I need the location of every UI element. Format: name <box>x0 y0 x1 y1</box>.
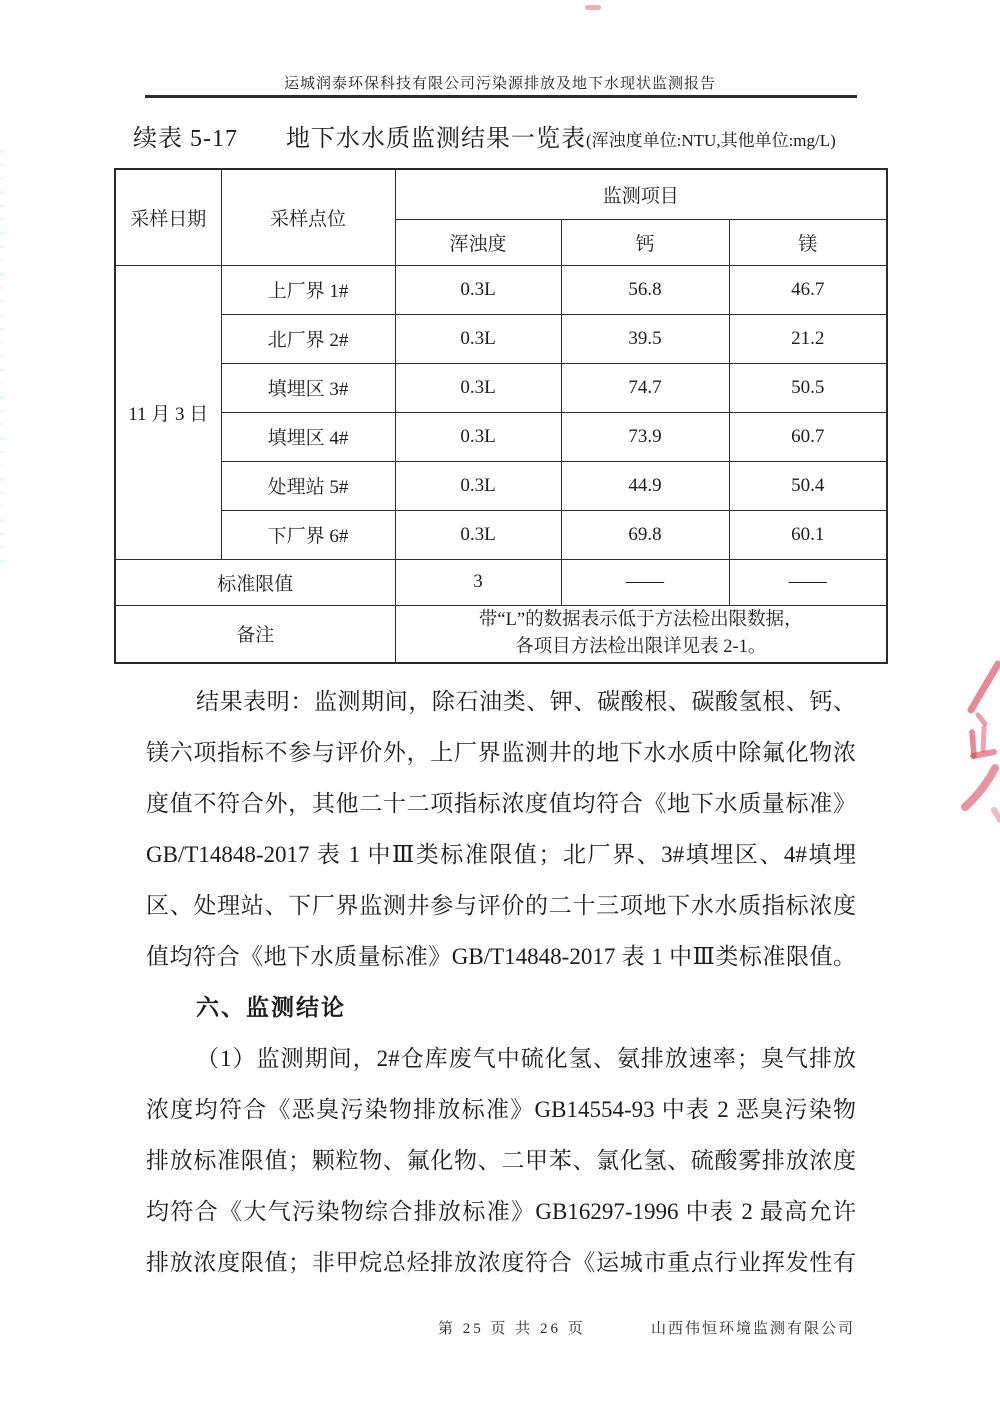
value-cell: 21.2 <box>729 314 887 363</box>
value-cell: 56.8 <box>561 265 729 314</box>
table-title-main: 地下水水质监测结果一览表 <box>286 126 586 152</box>
paragraph-line: 浓度均符合《恶臭污染物排放标准》GB14554-93 中表 2 恶臭污染物 <box>146 1097 856 1122</box>
remark-row <box>115 605 887 663</box>
table-title-unit-note: (浑浊度单位:NTU,其他单位:mg/L) <box>586 131 836 150</box>
remark-note-cell <box>395 605 887 663</box>
date-cell: 11 月 3 日 <box>115 265 221 559</box>
point-cell: 处理站 5# <box>221 461 395 510</box>
remark-label-cell: 备注 <box>115 605 395 663</box>
header-divider-rule <box>145 95 857 98</box>
paragraph-line: 区、处理站、下厂界监测井参与评价的二十三项地下水水质指标浓度 <box>146 893 856 918</box>
header-cell-point: 采样点位 <box>221 169 395 265</box>
value-cell: 0.3L <box>395 363 561 412</box>
table-title <box>133 118 873 153</box>
header-cell-calcium: 钙 <box>561 219 729 265</box>
scan-ink-speck <box>585 5 601 10</box>
point-cell: 北厂界 2# <box>221 314 395 363</box>
table-row <box>115 510 887 559</box>
limit-label-cell: 标准限值 <box>115 559 395 605</box>
paragraph-line: 排放浓度限值；非甲烷总烃排放浓度符合《运城市重点行业挥发性有 <box>146 1250 856 1275</box>
standard-limit-row <box>115 559 887 605</box>
footer-company-name: 山西伟恒环境监测有限公司 <box>650 1321 855 1337</box>
table-row <box>115 314 887 363</box>
page-header-title: 运城润泰环保科技有限公司污染源排放及地下水现状监测报告 <box>283 76 716 92</box>
value-cell: 60.7 <box>729 412 887 461</box>
value-cell: 50.4 <box>729 461 887 510</box>
value-cell: 69.8 <box>561 510 729 559</box>
monitoring-results-table <box>114 168 888 664</box>
value-cell: 0.3L <box>395 314 561 363</box>
header-cell-magnesium: 镁 <box>729 219 887 265</box>
paragraph-line: GB/T14848-2017 表 1 中Ⅲ类标准限值；北厂界、3#填埋区、4#填埋 <box>146 842 856 867</box>
point-cell: 填埋区 3# <box>221 363 395 412</box>
limit-value-cell: —— <box>729 559 887 605</box>
header-cell-group: 监测项目 <box>395 169 887 219</box>
value-cell: 73.9 <box>561 412 729 461</box>
header-cell-turbidity: 浑浊度 <box>395 219 561 265</box>
section-heading: 六、监测结论 <box>196 995 346 1020</box>
point-cell: 上厂界 1# <box>221 265 395 314</box>
table-row <box>115 265 887 314</box>
point-cell: 下厂界 6# <box>221 510 395 559</box>
table-row <box>115 412 887 461</box>
footer-page-number: 第 25 页 共 26 页 <box>438 1321 586 1337</box>
table-title-prefix: 续表 5-17 <box>133 126 238 152</box>
value-cell: 39.5 <box>561 314 729 363</box>
paragraph-line: 度值不符合外，其他二十二项指标浓度值均符合《地下水质量标准》 <box>146 791 856 816</box>
value-cell: 74.7 <box>561 363 729 412</box>
body-text-block <box>146 676 856 1288</box>
value-cell: 60.1 <box>729 510 887 559</box>
table-header-row-1 <box>115 169 887 219</box>
value-cell: 0.3L <box>395 510 561 559</box>
paragraph-line: 值均符合《地下水质量标准》GB/T14848-2017 表 1 中Ⅲ类标准限值。 <box>146 944 856 969</box>
limit-value-cell: —— <box>561 559 729 605</box>
remark-note-line-2: 各项目方法检出限详见表 2-1。 <box>515 636 767 657</box>
paragraph-line: （1）监测期间，2#仓库废气中硫化氢、氨排放速率；臭气排放 <box>196 1046 856 1071</box>
red-stamp-fragment <box>948 660 1000 825</box>
remark-note-line-1: 带“L”的数据表示低于方法检出限数据， <box>478 609 803 630</box>
header-cell-date: 采样日期 <box>115 169 221 265</box>
paragraph-line: 均符合《大气污染物综合排放标准》GB16297-1996 中表 2 最高允许 <box>146 1199 856 1224</box>
scanner-edge-artifacts <box>0 150 5 570</box>
table-row <box>115 461 887 510</box>
value-cell: 44.9 <box>561 461 729 510</box>
limit-value-cell: 3 <box>395 559 561 605</box>
table-row <box>115 363 887 412</box>
value-cell: 0.3L <box>395 461 561 510</box>
value-cell: 46.7 <box>729 265 887 314</box>
paragraph-line: 镁六项指标不参与评价外，上厂界监测井的地下水水质中除氟化物浓 <box>146 740 856 765</box>
value-cell: 0.3L <box>395 265 561 314</box>
value-cell: 0.3L <box>395 412 561 461</box>
point-cell: 填埋区 4# <box>221 412 395 461</box>
paragraph-line: 排放标准限值；颗粒物、氟化物、二甲苯、氯化氢、硫酸雾排放浓度 <box>146 1148 856 1173</box>
paragraph-line: 结果表明：监测期间，除石油类、钾、碳酸根、碳酸氢根、钙、 <box>196 689 856 714</box>
value-cell: 50.5 <box>729 363 887 412</box>
